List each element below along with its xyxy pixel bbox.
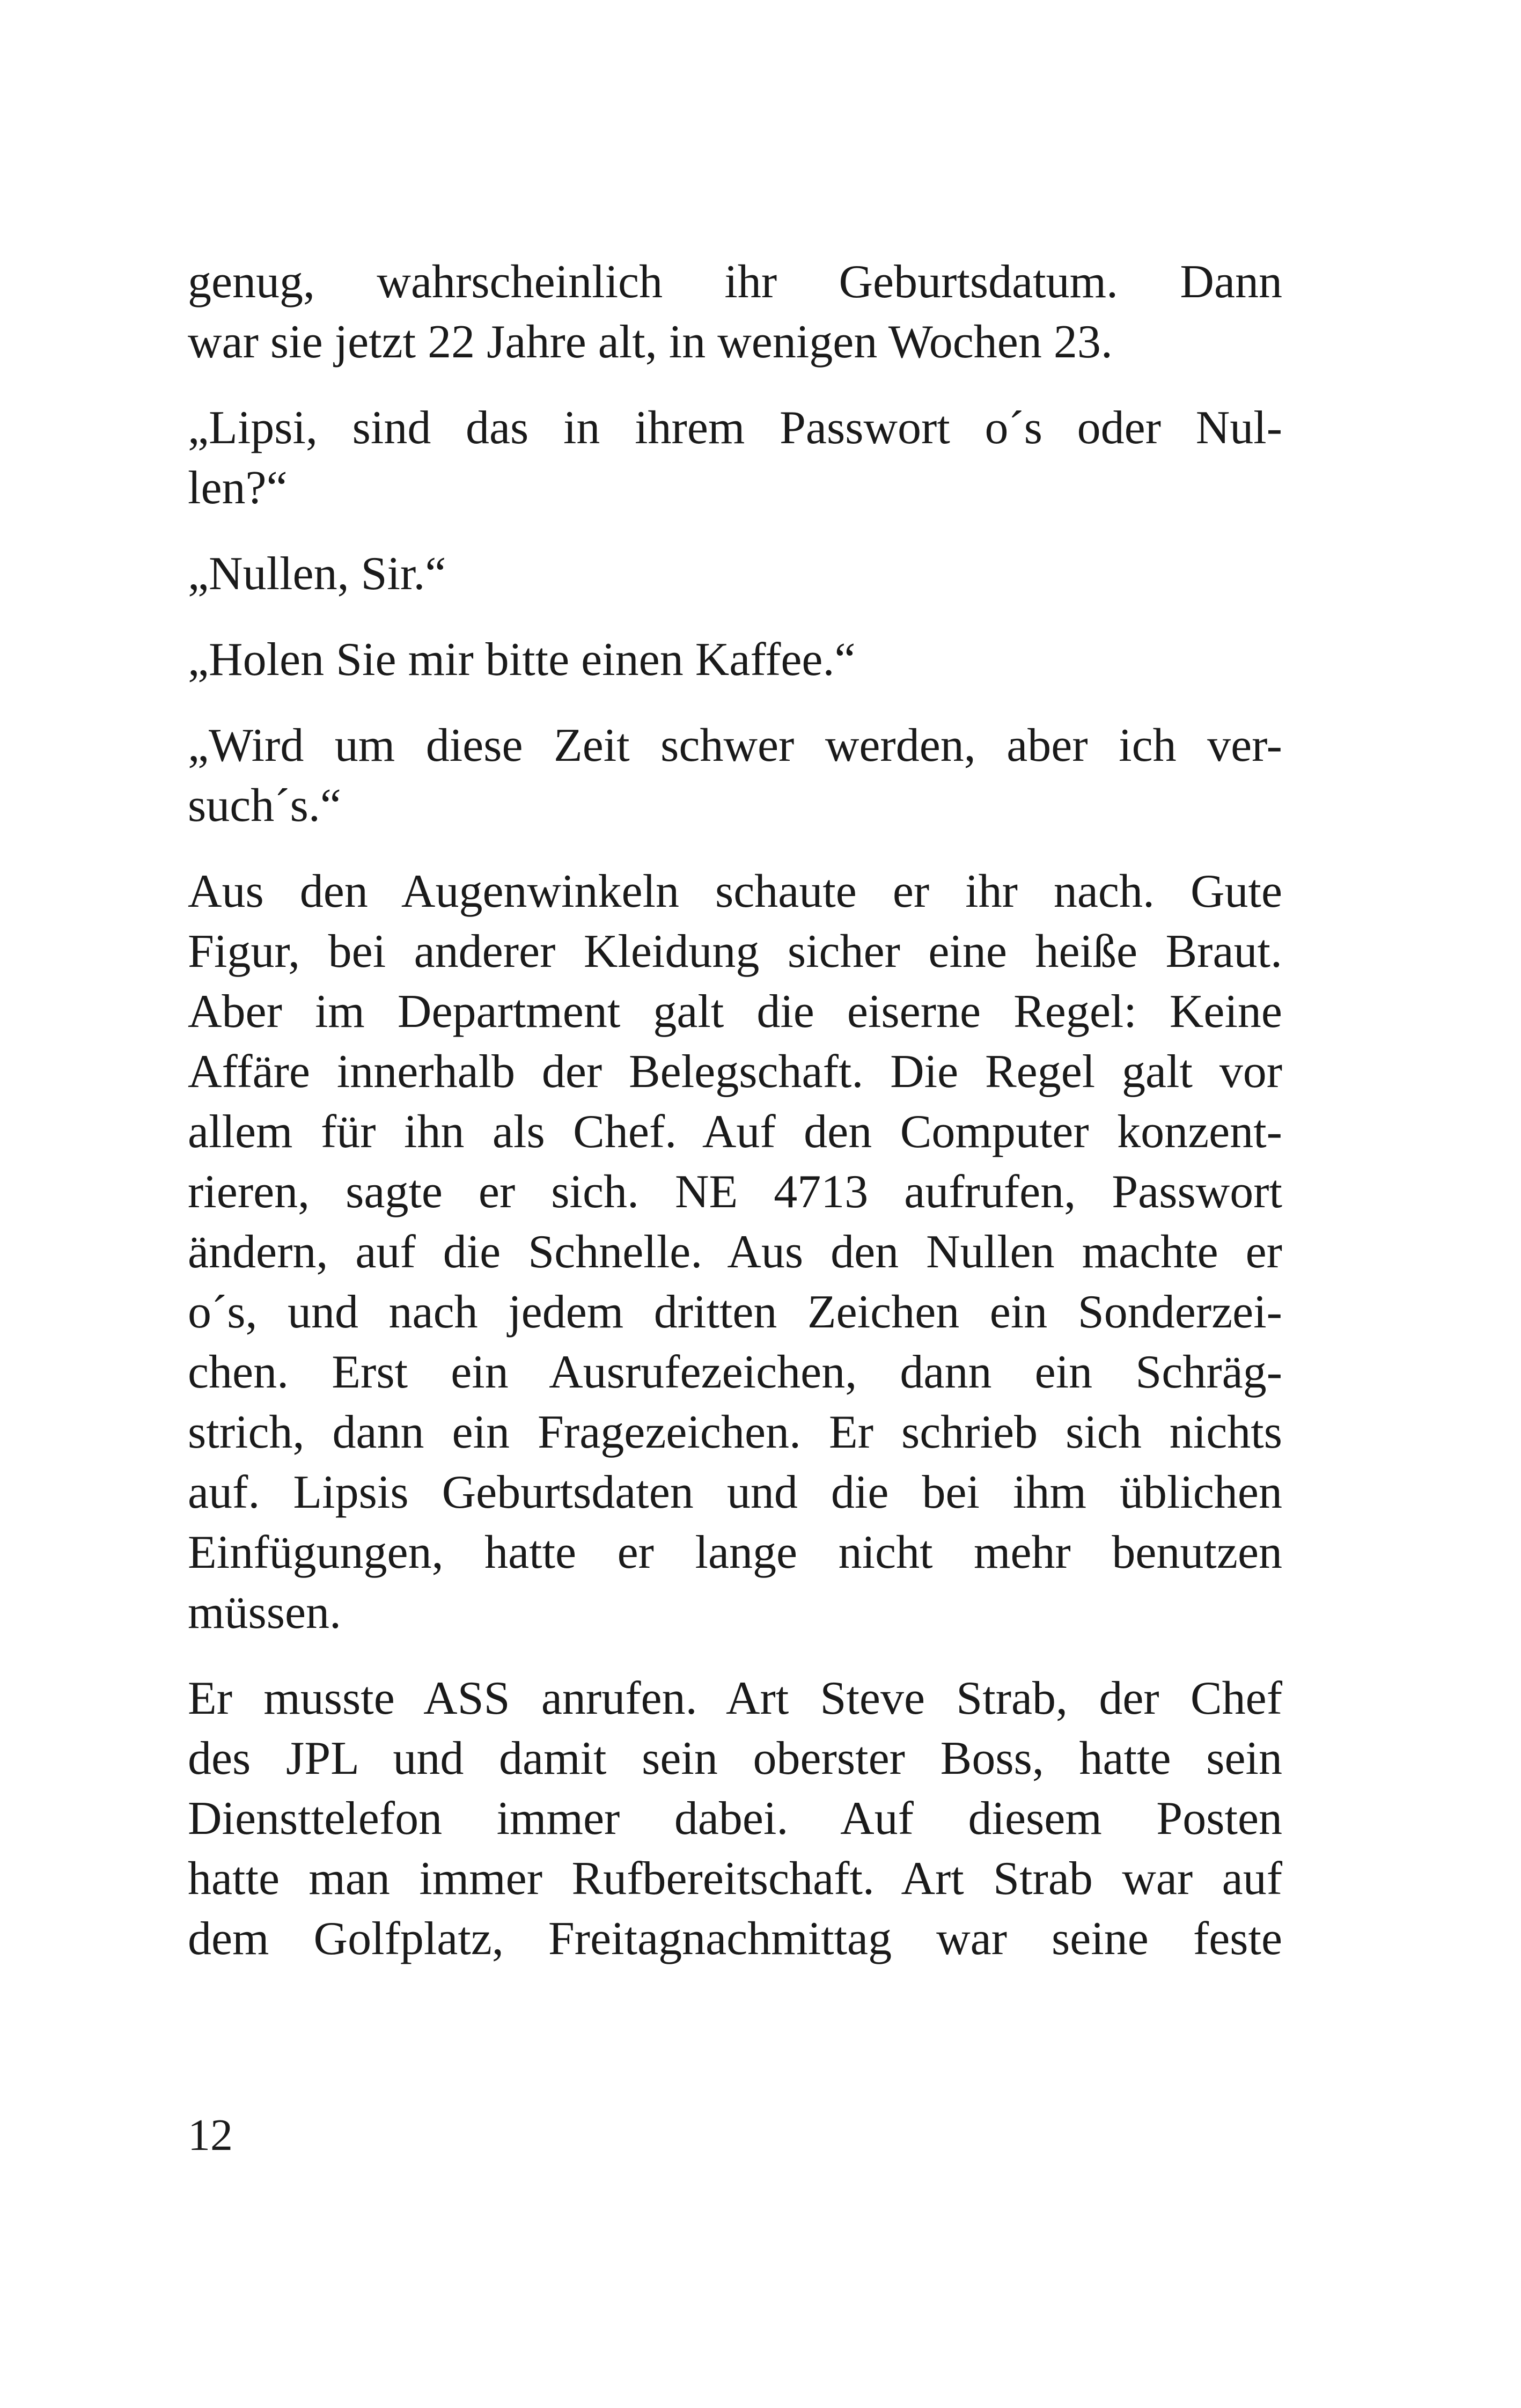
- text-line: rieren, sagte er sich. NE 4713 aufrufen, Passwort: [188, 1166, 1282, 1218]
- text-line: Affäre innerhalb der Belegschaft. Die Regel galt vor: [188, 1046, 1282, 1098]
- text-line: Einfügungen, hatte er lange nicht mehr benutzen: [188, 1526, 1282, 1579]
- text-line: war sie jetzt 22 Jahre alt, in wenigen Wochen 23.: [188, 316, 1113, 368]
- paragraph: [188, 398, 1282, 518]
- body-text: [188, 252, 1282, 1995]
- text-line: allem für ihn als Chef. Auf den Computer konzent-: [188, 1106, 1282, 1158]
- text-line: o´s, und nach jedem dritten Zeichen ein Sonderzei-: [188, 1286, 1282, 1338]
- text-line: ändern, auf die Schnelle. Aus den Nullen machte er: [188, 1226, 1282, 1278]
- text-line: strich, dann ein Fragezeichen. Er schrieb sich nichts: [188, 1406, 1282, 1458]
- text-line: müssen.: [188, 1587, 341, 1639]
- text-line: len?“: [188, 462, 288, 514]
- paragraph: [188, 716, 1282, 836]
- paragraph: [188, 544, 1282, 604]
- text-line: such´s.“: [188, 780, 341, 832]
- paragraph: [188, 252, 1282, 372]
- text-line: Aus den Augenwinkeln schaute er ihr nach. Gute: [188, 865, 1282, 917]
- text-line: des JPL und damit sein oberster Boss, hatte sein: [188, 1732, 1282, 1785]
- text-line: chen. Erst ein Ausrufezeichen, dann ein Schräg-: [188, 1346, 1282, 1398]
- text-line: hatte man immer Rufbereitschaft. Art Strab war auf: [188, 1853, 1282, 1905]
- text-line: dem Golfplatz, Freitagnachmittag war seine feste: [188, 1913, 1282, 1965]
- text-line: Diensttelefon immer dabei. Auf diesem Posten: [188, 1793, 1282, 1845]
- text-line: Er musste ASS anrufen. Art Steve Strab, der Chef: [188, 1672, 1282, 1724]
- text-line: „Lipsi, sind das in ihrem Passwort o´s oder Nul-: [188, 402, 1282, 454]
- text-line: „Nullen, Sir.“: [188, 548, 446, 600]
- text-line: auf. Lipsis Geburtsdaten und die bei ihm üblichen: [188, 1466, 1282, 1518]
- paragraph: [188, 630, 1282, 690]
- paragraph: [188, 1669, 1282, 1969]
- text-line: „Holen Sie mir bitte einen Kaffee.“: [188, 634, 856, 686]
- text-line: genug, wahrscheinlich ihr Geburtsdatum. Dann: [188, 256, 1282, 308]
- text-line: Figur, bei anderer Kleidung sicher eine heiße Braut.: [188, 926, 1282, 978]
- page-number: 12: [188, 2110, 233, 2160]
- text-line: „Wird um diese Zeit schwer werden, aber ich ver-: [188, 720, 1282, 772]
- paragraph: [188, 862, 1282, 1643]
- text-line: Aber im Department galt die eiserne Regel: Keine: [188, 986, 1282, 1038]
